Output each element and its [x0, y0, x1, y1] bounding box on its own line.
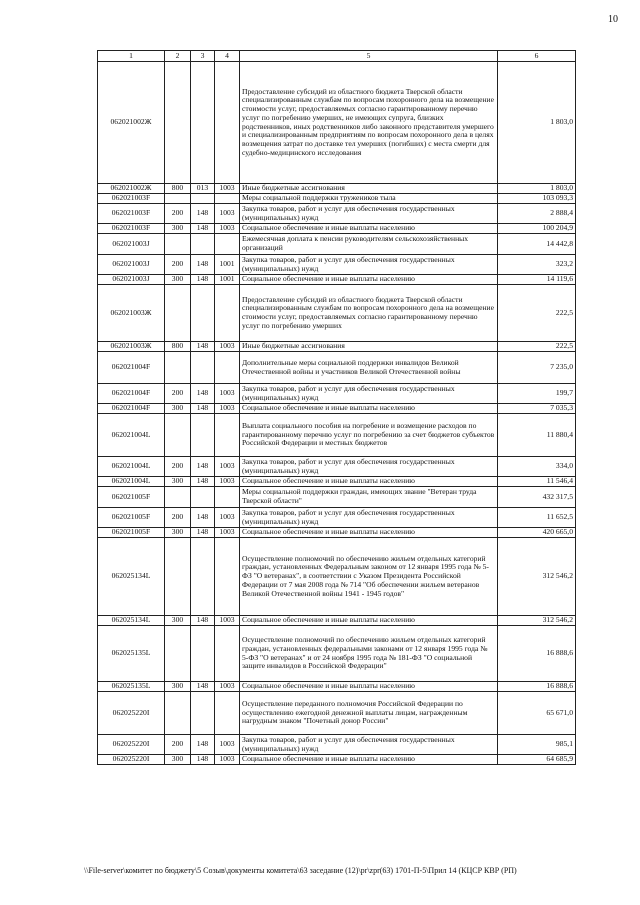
- description-cell: Осуществление полномочий по обеспечению жильем отдельных категорий граждан, установленных Федеральным законом от 12 января 1995 года № 5-ФЗ "О ветеранах", в соответствии с Указом Президента Российской Федерации от 7 мая 2008 года № 714 "Об обеспечении жильем ветеранов Великой Отечественной войны 1941 - 1945 годов": [240, 538, 498, 616]
- description-cell: Социальное обеспечение и иные выплаты населению: [240, 528, 498, 538]
- admin-cell: [191, 285, 215, 342]
- kvr-cell: 300: [165, 755, 191, 765]
- description-cell: Социальное обеспечение и иные выплаты населению: [240, 682, 498, 692]
- amount-cell: 65 671,0: [498, 692, 576, 735]
- amount-cell: 7 235,0: [498, 352, 576, 384]
- admin-cell: 148: [191, 508, 215, 528]
- code-cell: 062025220I: [98, 692, 165, 735]
- code-cell: 062025134L: [98, 616, 165, 626]
- amount-cell: 312 546,2: [498, 616, 576, 626]
- amount-cell: 11 546,4: [498, 477, 576, 487]
- section-cell: [215, 285, 240, 342]
- admin-cell: [191, 538, 215, 616]
- amount-cell: 985,1: [498, 735, 576, 755]
- description-cell: Закупка товаров, работ и услуг для обеспечения государственных (муниципальных) нужд: [240, 457, 498, 477]
- code-cell: 062021005F: [98, 508, 165, 528]
- admin-cell: 148: [191, 404, 215, 414]
- kvr-cell: 800: [165, 184, 191, 194]
- description-cell: Социальное обеспечение и иные выплаты населению: [240, 404, 498, 414]
- kvr-cell: [165, 62, 191, 184]
- table-row: [98, 352, 576, 384]
- description-cell: Иные бюджетные ассигнования: [240, 342, 498, 352]
- kvr-cell: 300: [165, 528, 191, 538]
- kvr-cell: 800: [165, 342, 191, 352]
- table-row: [98, 692, 576, 735]
- code-cell: 062021004F: [98, 352, 165, 384]
- table-row: [98, 477, 576, 487]
- file-path-footer: \\File-server\комитет по бюджету\5 Созыв\документы комитета\63 заседание (12)\pr\zpr(63) 1701-П-5\Прил 14 (КЦСР КВР (РП): [84, 866, 517, 875]
- table-row: [98, 626, 576, 682]
- description-cell: Социальное обеспечение и иные выплаты населению: [240, 755, 498, 765]
- amount-cell: 222,5: [498, 342, 576, 352]
- table-row: [98, 285, 576, 342]
- section-cell: 1003: [215, 184, 240, 194]
- kvr-cell: [165, 692, 191, 735]
- table-row: [98, 404, 576, 414]
- section-cell: [215, 352, 240, 384]
- admin-cell: 148: [191, 735, 215, 755]
- kvr-cell: 300: [165, 275, 191, 285]
- code-cell: 062021005F: [98, 528, 165, 538]
- amount-cell: 420 665,0: [498, 528, 576, 538]
- admin-cell: [191, 62, 215, 184]
- amount-cell: 1 803,0: [498, 184, 576, 194]
- description-cell: Дополнительные меры социальной поддержки инвалидов Великой Отечественной войны и участников Великой Отечественной войны: [240, 352, 498, 384]
- section-cell: 1003: [215, 508, 240, 528]
- admin-cell: 148: [191, 255, 215, 275]
- kvr-cell: 200: [165, 457, 191, 477]
- amount-cell: 312 546,2: [498, 538, 576, 616]
- kvr-cell: [165, 538, 191, 616]
- section-cell: 1003: [215, 616, 240, 626]
- section-cell: [215, 692, 240, 735]
- code-cell: 062021005F: [98, 487, 165, 508]
- budget-table: [97, 50, 576, 765]
- code-cell: 062021003J: [98, 255, 165, 275]
- section-cell: 1003: [215, 384, 240, 404]
- section-cell: [215, 194, 240, 204]
- admin-cell: 148: [191, 755, 215, 765]
- section-cell: 1003: [215, 682, 240, 692]
- kvr-cell: [165, 414, 191, 457]
- admin-cell: [191, 487, 215, 508]
- code-cell: 062025135L: [98, 626, 165, 682]
- amount-cell: 16 888,6: [498, 682, 576, 692]
- amount-cell: 103 093,3: [498, 194, 576, 204]
- table-row: [98, 62, 576, 184]
- description-cell: Предоставление субсидий из областного бюджета Тверской области специализированным службам по вопросам похоронного дела на возмещение стоимости услуг, предоставляемых согласно гарантированному перечню услуг по погребению умерших, не имеющих супруга, близких родственников, иных родственников либо законного представителя умершего и специализированным предприятиям по вопросам похоронного дела в целях возмещения затрат по доставке тел умерших (погибших) с места смерти для судебно-медицинского исследования: [240, 62, 498, 184]
- code-cell: 062021003F: [98, 204, 165, 224]
- admin-cell: [191, 194, 215, 204]
- table-row: [98, 194, 576, 204]
- kvr-cell: 200: [165, 508, 191, 528]
- section-cell: 1001: [215, 275, 240, 285]
- description-cell: Иные бюджетные ассигнования: [240, 184, 498, 194]
- admin-cell: 148: [191, 682, 215, 692]
- code-cell: 062021002Ж: [98, 62, 165, 184]
- kvr-cell: [165, 285, 191, 342]
- table-row: [98, 342, 576, 352]
- amount-cell: 100 204,9: [498, 224, 576, 234]
- section-cell: 1003: [215, 224, 240, 234]
- table-row: [98, 234, 576, 255]
- table-row: [98, 682, 576, 692]
- kvr-cell: 200: [165, 255, 191, 275]
- code-cell: 062021003J: [98, 275, 165, 285]
- kvr-cell: [165, 194, 191, 204]
- description-cell: Выплата социального пособия на погребение и возмещение расходов по гарантированному перечню услуг по погребению за счет бюджетов субъектов Российской Федерации и местных бюджетов: [240, 414, 498, 457]
- header-cell: 2: [165, 51, 191, 62]
- section-cell: [215, 487, 240, 508]
- kvr-cell: 200: [165, 384, 191, 404]
- amount-cell: 16 888,6: [498, 626, 576, 682]
- table-row: [98, 224, 576, 234]
- section-cell: 1003: [215, 755, 240, 765]
- table-row: [98, 616, 576, 626]
- section-cell: [215, 62, 240, 184]
- description-cell: Ежемесячная доплата к пенсии руководителям сельскохозяйственных организаций: [240, 234, 498, 255]
- section-cell: 1003: [215, 528, 240, 538]
- section-cell: 1003: [215, 404, 240, 414]
- amount-cell: 323,2: [498, 255, 576, 275]
- table-row: [98, 528, 576, 538]
- table-row: [98, 384, 576, 404]
- admin-cell: 148: [191, 528, 215, 538]
- code-cell: 062021003Ж: [98, 285, 165, 342]
- kvr-cell: 300: [165, 224, 191, 234]
- code-cell: 062021004F: [98, 384, 165, 404]
- header-cell: 1: [98, 51, 165, 62]
- admin-cell: [191, 626, 215, 682]
- admin-cell: 148: [191, 616, 215, 626]
- code-cell: 062025220I: [98, 735, 165, 755]
- description-cell: Социальное обеспечение и иные выплаты населению: [240, 477, 498, 487]
- code-cell: 062021003F: [98, 194, 165, 204]
- section-cell: 1003: [215, 342, 240, 352]
- code-cell: 062021003F: [98, 224, 165, 234]
- description-cell: Осуществление переданного полномочия Российской Федерации по осуществлению ежегодной денежной выплаты лицам, награжденным нагрудным знаком "Почетный донор России": [240, 692, 498, 735]
- table-row: [98, 275, 576, 285]
- amount-cell: 64 685,9: [498, 755, 576, 765]
- description-cell: Осуществление полномочий по обеспечению жильем отдельных категорий граждан, установленных федеральными законами от 12 января 1995 года № 5-ФЗ "О ветеранах" и от 24 ноября 1995 года № 181-ФЗ "О социальной защите инвалидов в Российской Федерации": [240, 626, 498, 682]
- description-cell: Закупка товаров, работ и услуг для обеспечения государственных (муниципальных) нужд: [240, 384, 498, 404]
- table-row: [98, 414, 576, 457]
- code-cell: 062021003J: [98, 234, 165, 255]
- kvr-cell: 300: [165, 616, 191, 626]
- description-cell: Социальное обеспечение и иные выплаты населению: [240, 224, 498, 234]
- admin-cell: 148: [191, 457, 215, 477]
- admin-cell: [191, 234, 215, 255]
- table-row: [98, 487, 576, 508]
- amount-cell: 14 442,8: [498, 234, 576, 255]
- section-cell: [215, 538, 240, 616]
- description-cell: Закупка товаров, работ и услуг для обеспечения государственных (муниципальных) нужд: [240, 255, 498, 275]
- section-cell: 1003: [215, 735, 240, 755]
- table-row: [98, 735, 576, 755]
- kvr-cell: [165, 234, 191, 255]
- admin-cell: [191, 414, 215, 457]
- code-cell: 062025134L: [98, 538, 165, 616]
- admin-cell: 148: [191, 477, 215, 487]
- code-cell: 062025135L: [98, 682, 165, 692]
- table-row: [98, 184, 576, 194]
- code-cell: 062021004L: [98, 457, 165, 477]
- kvr-cell: [165, 352, 191, 384]
- code-cell: 062021004F: [98, 404, 165, 414]
- table-row: [98, 457, 576, 477]
- kvr-cell: [165, 487, 191, 508]
- amount-cell: 2 888,4: [498, 204, 576, 224]
- amount-cell: 11 880,4: [498, 414, 576, 457]
- code-cell: 062021002Ж: [98, 184, 165, 194]
- header-cell: 6: [498, 51, 576, 62]
- table-row: [98, 538, 576, 616]
- description-cell: Меры социальной поддержки граждан, имеющих звание "Ветеран труда Тверской области": [240, 487, 498, 508]
- section-cell: 1003: [215, 457, 240, 477]
- amount-cell: 432 317,5: [498, 487, 576, 508]
- description-cell: Социальное обеспечение и иные выплаты населению: [240, 616, 498, 626]
- amount-cell: 7 035,3: [498, 404, 576, 414]
- section-cell: [215, 626, 240, 682]
- admin-cell: [191, 352, 215, 384]
- table-header-row: [98, 51, 576, 62]
- section-cell: 1001: [215, 255, 240, 275]
- table-row: [98, 204, 576, 224]
- amount-cell: 11 652,5: [498, 508, 576, 528]
- admin-cell: 148: [191, 342, 215, 352]
- page-number: 10: [608, 14, 618, 25]
- amount-cell: 199,7: [498, 384, 576, 404]
- description-cell: Закупка товаров, работ и услуг для обеспечения государственных (муниципальных) нужд: [240, 204, 498, 224]
- admin-cell: 148: [191, 224, 215, 234]
- kvr-cell: [165, 626, 191, 682]
- kvr-cell: 200: [165, 204, 191, 224]
- table-row: [98, 255, 576, 275]
- table-body: [98, 62, 576, 765]
- code-cell: 062021004L: [98, 477, 165, 487]
- admin-cell: 013: [191, 184, 215, 194]
- kvr-cell: 300: [165, 682, 191, 692]
- description-cell: Закупка товаров, работ и услуг для обеспечения государственных (муниципальных) нужд: [240, 508, 498, 528]
- section-cell: 1003: [215, 477, 240, 487]
- table-row: [98, 755, 576, 765]
- header-cell: 3: [191, 51, 215, 62]
- section-cell: [215, 414, 240, 457]
- header-cell: 5: [240, 51, 498, 62]
- amount-cell: 334,0: [498, 457, 576, 477]
- admin-cell: 148: [191, 204, 215, 224]
- table-row: [98, 508, 576, 528]
- section-cell: 1003: [215, 204, 240, 224]
- description-cell: Предоставление субсидий из областного бюджета Тверской области специализированным службам по вопросам похоронного дела на возмещение стоимости услуг, предоставляемых согласно гарантированному перечню услуг по погребению умерших: [240, 285, 498, 342]
- description-cell: Закупка товаров, работ и услуг для обеспечения государственных (муниципальных) нужд: [240, 735, 498, 755]
- description-cell: Меры социальной поддержки тружеников тыла: [240, 194, 498, 204]
- admin-cell: 148: [191, 275, 215, 285]
- admin-cell: [191, 692, 215, 735]
- header-cell: 4: [215, 51, 240, 62]
- code-cell: 062021003Ж: [98, 342, 165, 352]
- code-cell: 062021004L: [98, 414, 165, 457]
- code-cell: 062025220I: [98, 755, 165, 765]
- amount-cell: 222,5: [498, 285, 576, 342]
- kvr-cell: 300: [165, 477, 191, 487]
- amount-cell: 1 803,0: [498, 62, 576, 184]
- amount-cell: 14 119,6: [498, 275, 576, 285]
- kvr-cell: 300: [165, 404, 191, 414]
- kvr-cell: 200: [165, 735, 191, 755]
- admin-cell: 148: [191, 384, 215, 404]
- section-cell: [215, 234, 240, 255]
- description-cell: Социальное обеспечение и иные выплаты населению: [240, 275, 498, 285]
